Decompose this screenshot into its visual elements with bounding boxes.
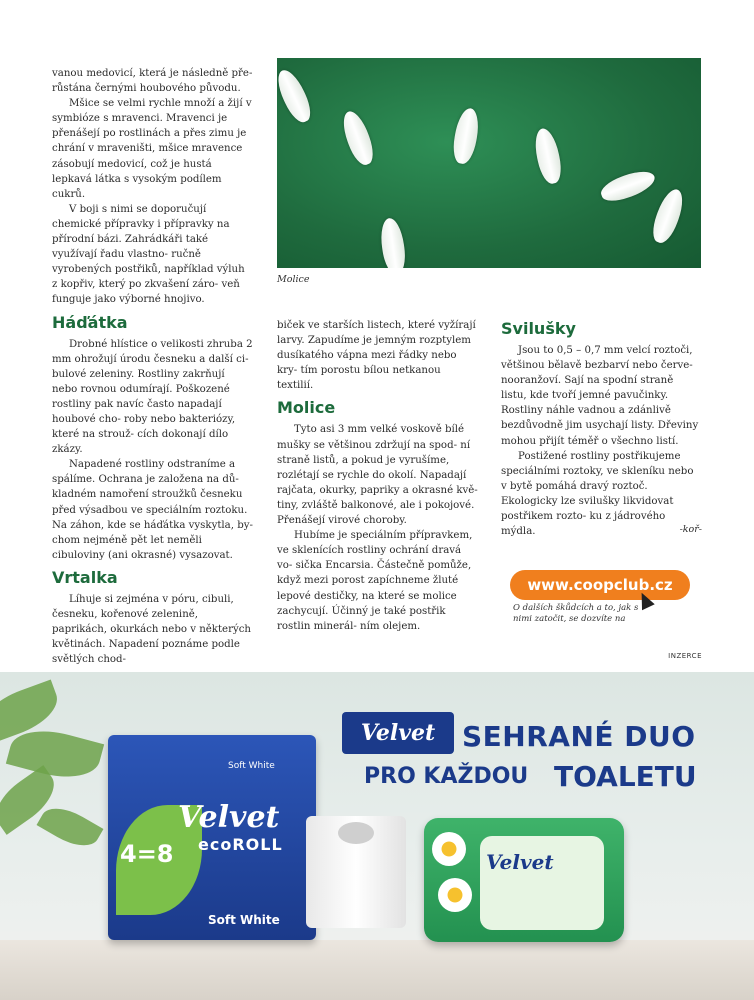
paragraph: Drobné hlístice o velikosti zhruba 2 mm ohrožují úrodu česneku a další ci- bulové zeleniny. Rostliny zakrňují nebo rovnou odumírají. Poškozené rostliny pak navíc často napadají houbové cho- roby nebo bakteriózy, které na strouž- cích dokonají dílo zkázy.: [52, 338, 253, 456]
whitefly: [338, 108, 378, 168]
heading-svilusky: Svilušky: [501, 319, 576, 338]
paragraph: Mšice se velmi rychle množí a žijí v symbióze s mravenci. Mravenci je přenášejí po rostlinách a přes zimu je chrání v mraveništi, mšice mravence zásobují medovicí, což je hustá lepkavá látka s vysokým podílem cukrů.: [52, 98, 252, 200]
advertisement-label: INZERCE: [668, 652, 702, 660]
paragraph: vanou medovicí, která je následně pře- růstána černými houbového původu.: [52, 68, 253, 95]
paragraph: Líhuje si zejména v póru, cibuli, česneku, kořenové zelenině, paprikách, okurkách nebo v některých květinách. Napadení poznáme podle světlých chod-: [52, 593, 251, 666]
toilet-paper-pack: [108, 735, 316, 940]
ad-slogan-line2b: TOALETU: [554, 760, 697, 793]
heading-vrtalka: Vrtalka: [52, 567, 118, 587]
pack-top-label: Soft White: [228, 761, 275, 771]
velvet-logo: Velvet: [342, 712, 454, 754]
paragraph: Tyto asi 3 mm velké voskově bílé mušky se většinou zdržují na spod- ní straně listů, a pokud je vyrušíme, rozlétají se rychle do okolí. Napadají rajčata, okurky, papriky a okrasné kvě- tiny, zvláště balkonové, ale i pokojové. Přenášejí virové choroby.: [277, 424, 478, 527]
text-column-2: [277, 318, 478, 634]
table-surface: [0, 940, 754, 1000]
paragraph: V boji s nimi se doporučují chemické přípravky i přípravky na přírodní bázi. Zahrádkáři také využívají řadu vlastno- ručně vyrobených postřiků, například výluh z kopřiv, který po zkvašení záro- veň funguje jako výborné hnojivo.: [52, 203, 245, 306]
paragraph: Jsou to 0,5 – 0,7 mm velcí roztoči, většinou bělavě bezbarví nebo červe- nooranžoví. Sají na spodní straně listu, kde tvoří jemné pavučinky. Rostliny náhle vadnou a zdánlivě bezdůvodně jim usychají listy. Dřeviny mohou přijít téměř o všechno listí.: [501, 345, 699, 447]
heading-hadatka: Háďátka: [52, 312, 128, 332]
heading-molice: Molice: [277, 398, 336, 418]
paragraph: Hubíme je speciálním přípravkem, ve sklenících rostliny ochrání dravá vo- sička Encarsia. Částečně pomůže, když mezi porost zapíchneme žluté lepové destičky, na které se molice zachycují. Účinný je také postřik rostlin minerál- ním olejem.: [277, 530, 473, 632]
whitefly-photo: [277, 58, 701, 268]
daisy-icon: [438, 878, 472, 912]
text-column-1: [52, 66, 253, 667]
ad-slogan-line1: SEHRANÉ DUO: [462, 720, 696, 753]
ad-slogan-line2a: PRO KAŽDOU: [364, 764, 529, 789]
paragraph: biček ve starších listech, které vyžírají larvy. Zapudíme je jemným rozptylem dusíkatého vápna mezi řádky nebo kry- tím porostu bílou netkanou textilií.: [277, 320, 476, 392]
whitefly: [648, 186, 688, 246]
paragraph: Napadené rostliny odstraníme a spálíme. Ochrana je založena na dů- kladném namoření stroužků česneku před výsadbou ve speciálním roztoku. Na záhon, kde se háďátka vyskytla, by- chom nejméně pět let neměli cibuloviny (ani okrasné) vysazovat.: [52, 459, 253, 561]
coopclub-note: O dalších škůdcích a to, jak s nimi zatočit, se dozvíte na: [513, 603, 639, 624]
pack-brand: Velvet: [178, 800, 280, 835]
whitefly: [450, 107, 481, 166]
roll-core: [338, 822, 374, 844]
pack-variant: Soft White: [208, 913, 280, 927]
text-column-3: [501, 314, 702, 539]
pack-eco-label: ecoROLL: [198, 835, 283, 854]
whitefly: [378, 217, 408, 268]
moist-toilet-paper-pack: [424, 818, 624, 942]
coopclub-link[interactable]: www.coopclub.cz: [510, 570, 690, 600]
photo-caption: Molice: [277, 274, 310, 285]
daisy-icon: [432, 832, 466, 866]
toilet-paper-roll: [306, 816, 406, 928]
whitefly: [598, 166, 658, 206]
pack-ratio: 4=8: [120, 840, 174, 868]
paragraph: Postižené rostliny postřikujeme speciálními roztoky, ve skleníku nebo v bytě pomáhá dravý roztoč. Ekologicky lze svilušky likvidovat postřikem rozto- ku z jádrového mýdla.: [501, 450, 694, 538]
plant-leaf-icon: [37, 799, 104, 855]
whitefly: [277, 66, 316, 126]
wipes-brand: Velvet: [486, 850, 554, 874]
author-signature: -koř-: [679, 524, 702, 535]
whitefly: [531, 126, 564, 185]
